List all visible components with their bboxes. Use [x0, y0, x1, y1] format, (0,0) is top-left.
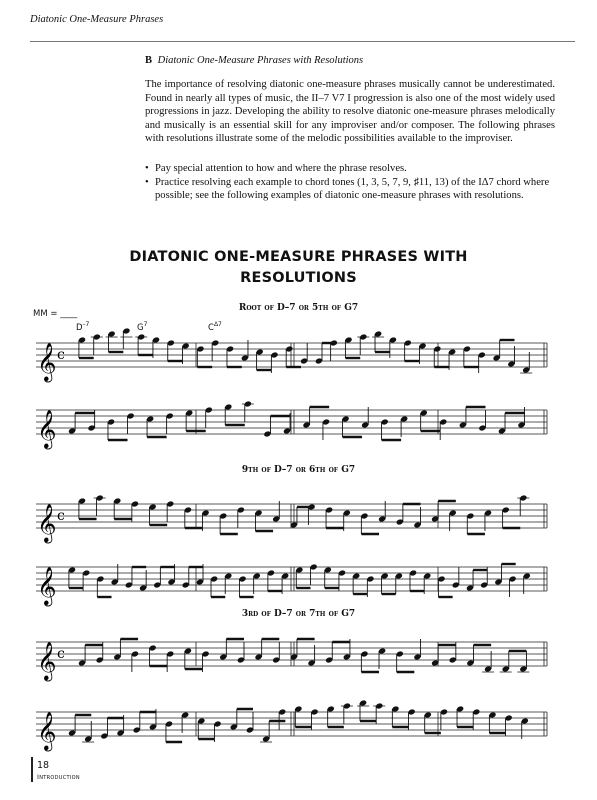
section-letter: B: [145, 55, 153, 66]
time-signature: c: [57, 347, 65, 363]
bullet-item: • Practice resolving each example to chord tones (1, 3, 5, 7, 9, ♯11, 13) of the IΔ7 chord where possible; see the following examples of diatonic one-measure phrases with resolutions.: [145, 176, 555, 203]
staves-layer: [36, 327, 547, 752]
time-signature: c: [57, 646, 65, 662]
chord-symbol: $C^{\Delta 7}$: [208, 321, 222, 333]
example-label: 3rd of D–7 or 7th of G7: [241, 609, 356, 619]
treble-clef: 𝄞: [37, 342, 57, 381]
treble-clef: 𝄞: [37, 409, 57, 448]
treble-clef: 𝄞: [37, 641, 57, 680]
chord-symbol: $G^7$: [137, 321, 148, 333]
chord-symbol: $D^{-7}$: [76, 321, 90, 333]
intro-paragraph: The importance of resolving diatonic one-measure phrases musically cannot be underestimated. Found in nearly all types of music, the II–7 V7 I progression is also one of the most widely used progressions in jazz. Developing the ability to resolve diatonic one-measure phrases melodically and musically is an essential skill for any improviser and/or composer. The following phrases with resolutions illustrate some of the melodic possibilities available to the improviser.: [145, 79, 555, 145]
page-title-line: RESOLUTIONS: [240, 270, 357, 286]
example-label: 9th of D–7 or 6th of G7: [241, 465, 356, 475]
treble-clef: 𝄞: [37, 711, 57, 750]
page-title-line: DIATONIC ONE-MEASURE PHRASES WITH: [129, 249, 468, 265]
section-title: Diatonic One-Measure Phrases with Resolutions: [157, 55, 364, 66]
time-signature: c: [57, 508, 65, 524]
footer-section: Introduction: [37, 773, 80, 781]
treble-clef: 𝄞: [37, 566, 57, 605]
example-label: Root of D–7 or 5th of G7: [238, 303, 359, 313]
page-number: 18: [37, 760, 50, 771]
running-head: Diatonic One-Measure Phrases: [30, 14, 164, 25]
bullet-item: • Pay special attention to how and where the phrase resolves.: [145, 162, 555, 176]
tempo-marking: MM = ____: [33, 309, 78, 319]
treble-clef: 𝄞: [37, 503, 57, 542]
footer-rule: [31, 757, 33, 782]
